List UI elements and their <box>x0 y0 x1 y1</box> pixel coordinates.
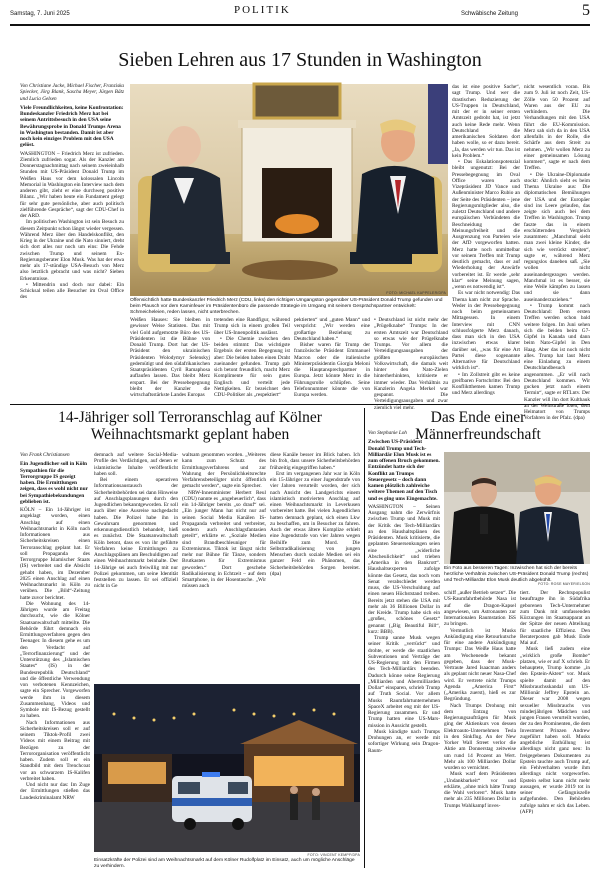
article1-paragraph: pektierten“ und „guten Mann“ und verspricht: „Wir werden eine großartige Beziehung zu Deutschland haben.“ <box>294 317 370 342</box>
article1-paragraph: • Die Ukraine-Diplomatie stockt: Ähnlich sieht es beim Thema Ukraine aus: Die diplomatischen Bemühungen der USA und der Europäer sind ins Leere gelaufen, das zeigte sich auch bei dem Treffen in Washington. Trump faszte das in einem erschütternden Vergleich zusammen: „Manchmal sieht man zwei kleine Kinder, die sich wie verrückt streiten“, sagte er, während Merz regungslos daneben saß. „Sie wollen nicht auseinandergezogen werden. Manchmal ist es besser, sie eine Weile kämpfen zu lassen und sie dann auseinanderzuziehen.“ <box>524 171 590 303</box>
article1-paragraph: • Trump kommt nach Deutschland: Dem ersten Treffen werden schon bald weitere folgen. Im Juni sehen sich die beiden beim G7-Gipfel in Kanada und dann beim Nato-Gipfel in Den Haag. Aber das ist noch nicht alles. Trump hat laut Merz eine Einladung zu einem Deutschlandbesuch angenommen. „Er will nach Deutschland kommen. Wir gucken jetzt nach einem Termin“, sagte er RTLntv. Der Kanzler will ihn dort Kulthauk an der Weinstraße loten, dem Heimatort von Trumps Vorfahren in der Pfalz. (dpa) <box>524 302 590 422</box>
article2-paragraph: KÖLN – Ein 14-Jähriger ist angeklagt worden, einen Anschlag auf einen Weihnachtsmarkt in Köln nach Informationen aus Sicherheitskreisen einen Terroranschlag geplant hat. Er soll Propaganda des Terrorgruppe Islamischer Staats (IS) verbreitet und die Absicht gehabt haben, im Dezember 2025 einen Anschlag auf einen Weihnachtsmarkt in Köln zu verüben. Die „Bild“-Zeitung hatte zuvor berichtet. <box>20 507 90 601</box>
article2-paragraph: Und nicht nur das: Im Zuge der Ermittlungen stießen das Landeskriminalamt NRW <box>20 782 90 801</box>
christmas-market-photo <box>94 684 360 852</box>
article3-photo-caption: Ein Foto aus besseren Tagen: Inzwischen hat sich der bereits herzliche Verhältnis zwischen US-Präsident Donald Trump (rechts) und Tech-Milliardär Elon Musk deutlich abgekühlt. <box>444 566 589 583</box>
article1-paragraph: • Das Eskalationspotenzial bleibt ungenutzt: Bei der Pressebegegnung im Oval Office waren auch Vizepräsident JD Vance und Außenminister Marco Rubio an der Seite des Präsidenten – jene Regierungsmitglieder also, die zuletzt Deutschland und andere europäischen Verbündeten die Beschneidung der Meinungsfreiheit und die Ausgrenzung von Parteien wie der AfD vorgeworfen hatten. Merz hatte noch unmittelbar vor seinem Treffen mit Trump deutlich gemacht, dass er auf Wiederholung der Anwürfe vorbereitet ist. Er werde „sehr klar“ seine Meinung sagen, „wenn es notwendig ist“. <box>452 159 520 290</box>
page-header <box>10 4 590 22</box>
article1-headline: Sieben Lehren aus 17 Stunden in Washington <box>118 49 482 71</box>
page-number: 5 <box>582 2 590 19</box>
article1-paragraph: nicht wesentlich voran. Bis zum 9. Juli ist noch Zeit, US-Zölle von 50 Prozent auf Waren aus der EU zu verhindern. Die Verhandlungen mit den USA führt die EU-Kommission. Merz sah sich da in den USA allenfalls in der Rolle, die Schärfe aus dem Streit zu nehmen. „Wir wollen Merz zu einer gemeinsamen Lösung kommen“, sagte er nach dem Treffen. <box>524 84 590 172</box>
article1-paragraph: • Deutschland ist nicht mehr der „Prügelknabe“ Trumps: In der ersten Amtszeit war Deutschland so etwas wie der Prügelknabe Trumps. Vor allem die Verteidigungsausgaben der größten europäischen Volkswirtschaft, die damals weit hinter den Nato-Zielen hinterherhinkten, kritisierte er immer wieder. Das Verhältnis zu Kanzlerin Angela Merkel war gespannt. Die Verteidigungsausgaben und zwar ziemlich viel mehr. <box>374 317 448 411</box>
article1-paragraph: Es war nicht notwendig: Das Thema kam nicht zur Sprache. Weder in der Pressebegegnung noch beim gemeinsamen Mittagessen. In einem Interview mit CNN schlussfolgerte Merz danach, dass man sich in den USA inzwischen etwas klarer darüber sei, „was für eine Art Partei diese sogenannte Alternative für Deutschland wirklich ist“. <box>452 290 520 372</box>
article3-paragraph: WASHINGTON – Seinen Ausgang nahm die Zerwürfnis zwischen Trump und Musk mit der Kritik des Tech-Milliardärs an den Haushaltsplänen des Präsidenten. Musk kritisierte, die geplanten Steuersenkungen seien eine „widerliche Abscheulichkeit“ und trieben „Amerika in den Bankrott“. Haushaltsexperten zufolge könnte das Gesetz, das noch vom Senat verabschiedet werden muss, die US-Verschuldung auf einen neuen Höchststand treiben. Bereits jetzt stehen die USA mit mehr als 36 Billionen Dollar in der Kreide. Trump habe sich ein „großes, schönes Gesetz“ genannt („Big Beautiful Bill“, kurz: BBB). <box>368 503 440 635</box>
article2-paragraph: diese Kanäle besser im Blick haben. Ich bin froh, dass unsere Sicherheitsbehörden frühzeitig eingegriffen haben.“ <box>270 452 360 471</box>
article2-column-4 <box>270 452 360 680</box>
article1-paragraph: • Im Zollstreit gibt es keine greifbaren Fortschritte: Bei den Konfliktthemen kamen Trump und Merz allerdings <box>452 371 520 397</box>
article1-column-2 <box>130 317 210 399</box>
trump-musk-image <box>444 452 590 564</box>
article1-paragraph: Im politischen Washington ist sein Besuch zu diesem Zeitpunkt schon längst wieder vergessen. Während Merz über den Handelskonflikt, den Krieg in der Ukraine und die Nato sinniert, dreht sich dort alles nur noch um eins: Die Fehde zwischen Trump und seinem Ex-Regierungsberater Elon Musk. Was hat der etwa mehr als 17-stündige USA-Besuch von Merz also letztlich gebracht und was nicht? Sieben Erkenntnisse. <box>20 219 124 282</box>
article2-paragraph: Die Wohnung des 14-Jährigen wurde am Freitag durchsucht, wie die Kölner Staatsanwaltschaft mitteilte. Die Behörde führt demnach ein Ermittlungsverfahren gegen den Teenager. In diesem gehe es um den Verdacht auf „Terrorfinanzierung“ und der Unterstützung des „Islamischen Staates“ (IS) in der Bundesrepublik Deutschland“ und die öffentliche Verwendung von verbotenen Kennzeichen, sagte ein Sprecher. Vorgeworfen werde ihm in diesem Zusammenhang, Videos und Symbole mit IS-Bezug gestellt zu haben. <box>20 600 90 720</box>
article2-column-3 <box>182 452 266 680</box>
article1-intro-column <box>20 83 124 398</box>
merz-trump-photo <box>130 84 448 296</box>
article2-paragraph: Erst im vergangenen Jahr war in Köln ein 15-Jähriger zu einer Jugendstrafe von vier Jahren verurteilt worden, der sich nach Ansicht des Landgerichts einem islamistisch motivierten Anschlag auf einen Weihnachtsmarkt in Leverkusen vorbereitet hatte. Bei vielen Jugendlichen hatten demnach geplant, sich einen Lkw zu beschaffen, um in Besucher zu fahren. Auch der etwas ältere Komplize erhielt eine Jugendstrafe von vier Jahren wegen Beihilfe zum Mord. Die Selbstradikalisierung von jungen Menschen durch soziale Medien sei ein ganzer Feld ein Phänomen, das Sicherheitsbehörden Sorgen bereitet. (dpa) <box>270 470 360 577</box>
article2-headline: 14-Jähriger soll Terroranschlag auf Kölner Weihnachtsmarkt geplant haben <box>58 409 322 443</box>
column-divider <box>364 408 365 868</box>
article1-photo-credit: FOTO: MICHAEL KAPPELER/DPA <box>386 291 446 295</box>
trump-musk-photo <box>444 452 590 564</box>
article1-byline: Von Christiane Jacke, Michael Fischer, Franziska Spiecker, Jörg Blank, Sascha Meyer, Jürgen Bätz und Lucia Gelsen <box>20 83 124 102</box>
article2-photo-credit: FOTO: VINCENT KEMPF/DPA <box>307 853 360 857</box>
article2-paragraph: NRW-Innenminister Herbert Reul (CDU) nannte es „ungeheuerlich“, dass ein 14-Jähriger bereits „so drauf“ sei. „Ein junger Mann hat nicht nur auf seinen Social Media Kanälen IS-Propaganda verbreitet und verbreitet, sondern auch Anschlagsfantasien geteilt“, erklärte er. „Soziale Medien sind Brandbeschleuniger für Extremismus. Tiktok ist längst nicht mehr nur Bühne für Tänze, sondern Brutkasten für Extremismus geworden.“ Dort geschehe Radikalisierung in Echtzeit – auf dem Smartphone, in der Hosentasche. „Wir müssen auch <box>182 489 266 590</box>
article1-paragraph: Weißen Hauses: Sie bleiben in gewisser Weise Statisten. Das mit viel Gold aufgemotzte Büro des US-Präsidenten ist die Bühne von Donald Trump. Dort hat der US-Präsident den ukrainischen Präsidenten Wolodymyr Selenskyj gedemütigt und den südafrikanischen Staatspräsidenten Cyril Ramaphosa auflaufen lassen. Das bleibt Merz erspart. Bei der Pressebegegnung bleibt der Kanzler die wirtschaftsstärkste Landes Europas <box>130 317 210 398</box>
article1-column-3 <box>214 317 290 399</box>
article2-column-1 <box>20 452 90 868</box>
article2-paragraph: demnach auf weitere Social-Media-Profile des Verdächtigen, auf denen er islamistische Inhalte veröffentlicht haben soll. <box>94 452 178 477</box>
article3-paragraph: Musk warf dem Präsidenten „Undankbarkeit“ vor und erklärte, „ohne mich hätte Trump die Wahl verloren“. Musk hatte mehr als 235 Millionen Dollar in Trumps Wahlkampf inves- <box>444 771 516 809</box>
article3-byline: Von Stephanie Loh <box>368 430 407 436</box>
article1-photo-caption: Offensichtlich hatte Bundeskanzler Friedrich Merz (CDU, links) den richtigen Umgangston gegenüber US-Präsident Donald Trump gefunden und beim Plausch vor dem Kaminfeuer im Präsidentenbüro die passende Strategie im Umgang mit seinem Gesprächspartner entwickelt: Schmeicheleien, reden lassen, nicht unterbrechen. <box>130 298 443 315</box>
article3-column-1 <box>368 430 440 868</box>
article2-column-2 <box>94 452 178 680</box>
article1-paragraph: tretenden eine Randfigur, während Trump sich in einem großen Teil über US-Innenpolitik auslässt. <box>214 317 290 336</box>
article1-paragraph: Bisher waren für Trump der französische Präsident Emmanuel Macron oder die italienische Ministerpräsidentin Giorgia Meloni die Hauptansprechpartner in Europa. Jetzt könnte Merz in die Führungsrolle schlüpfen. Seine Telefonnummer könnte die von Europa werden. <box>294 342 370 398</box>
article1-paragraph: das ist eine positive Sache“, sagt Trump. Und wer die drastischen Reduzierung der US-Truppen in Deutschland, mit der er in seiner ersten Amtszeit gedroht hat, ist jetzt auch keine Rede mehr. Wenn Deutschland die amerikanischen Soldaten dort haben wolle, so er dazu bereit. „Ja, das werden wir tun. Das ist kein Problem.“ <box>452 84 520 159</box>
article3-paragraph: Trump sanne Musk wegen seiner Kritik „verrückt“ und drohte, er werde die staatlichen Subventionen und Verträge der US-Regierung mit den Firmen des Tech-Milliardärs beenden. Dadurch könne seine Regierung „Milliarden und Abermilliarden Dollar“ einsparen, schrieb Trump auf Truth Social. Vor allem Musks Raumfahrtunternehmen SpaceX arbeitet eng mit der US-Regierung zusammen. Er und Trump hatten eine US-Mars-mission in Aussicht gestellt. <box>368 635 440 729</box>
article3-headline: Das Ende einer Männerfreundschaft <box>415 409 541 443</box>
article3-paragraph: tiert. Der Rechtspopulist beauftragte ihn in Südafrika geborenen Tech-Unternehmer zum Dank mit umfassenden Kürzungen im Staatsapparat an der Spitze der neuen Abteilung für staatliche Effizienz. Den Beraterposten gab Musk Ende Mai auf. <box>520 590 590 646</box>
article1-paragraph: • Die Chemie zwischen den beiden stimmt: Das wichtigste Ergebnis der ersten Begegnung ist aber: Die beiden haben einen Draht zueinander gefunden. Trump gab sich betont freundlich, macht Merz Komplimente für sein gutes Englisch und verteilt jede Nettigkeiten. Er bezeichnet den CDU-Politiker als „respektiert“ <box>214 335 290 398</box>
article1-paragraph: WASHINGTON – Friedrich Merz ist zufrieden. Ziemlich zufrieden sogar. Als der Kanzler am Donnerstagnachmittag nach seinem zweieinhalb Stunden mit US-Präsident Donald Trump im Weißen Haus vor dem kolossalen Lincoln Memorial in Washington ein Interview nach dem anderen gibt, zieht er eine durchweg positive Bilanz. „Wir haben heute ein Fundament gelegt für sehr gute persönliche, aber auch politisch zielführende Gespräche“, sagt der CDU-Chef in der ARD. <box>20 150 124 219</box>
article1-column-4 <box>294 317 370 399</box>
article3-paragraph: Musk ließ zudem eine „wirklich große Bombe“ platzen, wie er auf X schrieb. Er behauptete, Trump komme „in den Epstein-Akten“ vor. Musk spielte damit auf den Missbrauchsskandal um US-Millionär Jeffrey Epstein an. Dieser war 2008 wegen sexueller Missbrauchs von minderjährigen Mädchen und jungen Frauen verurteilt worden, der zu den Prominenten, die dem Investment Prinzen Andrew zugeführt haben soll. Musks angebliche Enthüllung ist allerdings nicht ganz neu: In freigegebenen Dokumenten zu Epstein tauchte auch Trump auf, ein Fehlverhalten wurde ihm allerdings nicht vorgeworfen. Epstein selbst kann nicht mehr aussagen, er wurde 2019 tot in seiner Gefängniszelle aufgefunden. Den Behörden zufolge nahm er sich das Leben. (AFP) <box>520 646 591 815</box>
section-title: POLITIK <box>234 4 291 16</box>
article1-column-6 <box>452 84 520 399</box>
article3-column-2 <box>444 590 516 868</box>
article2-byline: Von Frank Christiansen <box>20 452 70 458</box>
article3-photo-credit: FOTO: ROSE MAYER/ELSON <box>538 582 590 586</box>
article3-paragraph: Vermutlich ist Musks Ankündigung eine Retourkutsche für eine andere Ankündigung Trumps: Das Weiße Haus hatte am Wochenende bekannt gegeben, dass der Musk-Vertraute Jared Isaacman anders als geplant nicht neuer Nasa-Chef wird. Er vertrete nicht Trumps Agenda „America First“ („Amerika zuerst), hieß es zur Begründung. <box>444 627 516 703</box>
article2-paragraph: Bei einem operativen Informationsaustausch der Sicherheitsbehörden sei dann Hinweise auf Anschlagsplanungen durch den Jugendlichen bekanntgeworden. Er soll auch über eine Ausreise nachgedacht haben. Die Polizei habe ihn in Gewahrsam genommen und erkennungsdienstlich behandelt, hieß es zunächst. Die Staatsanwaltschaft Köln betont, dass es von ihr geführte Verfahren keine Ermittlungen zu Anschlagsplänen am Beschuldigten auf einen Weihnachtsmarkt beinhalte. Der 14-Jährige sei auch freiwillig mit nur Polizei gekommen, um seine Identität feststellen zu lassen. Er sei offiziell nicht in Ge <box>94 477 178 590</box>
article3-column-3 <box>520 590 590 868</box>
christmas-market-image <box>94 684 360 852</box>
article1-lead: Viele Freundlichkeiten, keine Konfrontation: Bundeskanzler Friedrich Merz hat bei seinem Antrittsbesuch in den USA seine Bewährungsprobe in Donald Trumps Arena in Washington bestanden. Damit ist aber noch kein einziges Problem mit den USA gelöst. <box>20 104 124 149</box>
article-divider <box>10 404 590 405</box>
article1-column-5 <box>374 317 448 411</box>
article2-lead: Ein Jugendlicher soll in Köln Sympathien für die Terrorgruppe IS gezeigt haben. Die Ermittlungen zeigen, dass es wohl nicht nur bei Sympathiebekundungen geblieben ist. <box>20 461 88 505</box>
article2-paragraph: Nach Informationen aus Sicherheitskreisen soll er auf seinem Tiktok-Profil zwei Videos mit einem Beitrag mit Bezügen zu der Terrororganisation veröffentlicht haben. Zudem soll er ein Standbild mit dem Trenchcoat vor an schwarzem IS-Kalifen verbreitet haben. <box>20 719 90 782</box>
article3-paragraph: Nach Trumps Drohung mit dem Entzug von Regierungsaufträgen für Musk ging der Aktienkurs von dessen Elektroauto-Unternehmen Tesla in den Sinkflug. An der New Yorker Wall Street verlor die Aktie am Donnerstag zeitweise um rund 14 Prozent an Wert. Mehr als 100 Milliarden Dollar wurden so vernichtet. <box>444 702 516 771</box>
article2-photo-caption: Einsatzkräfte der Polizei sind am Weihnachtsmarkt auf dem Kölner Rudolfplatz im Einsatz, auch um mögliche Anschläge zu verhindern. <box>94 858 355 869</box>
article2-paragraph: waltsam genommen worden. „Weiteres kann zum Schutz des Ermittlungsverfahrens und zur Wahrung der Persönlichkeitsrechte Verfahrensbeteiligter nicht öffentlich gemacht werden“, sagte ein Sprecher. <box>182 452 266 490</box>
article3-paragraph: schiff „außer Betrieb setzen“. Die US-Raumfahrtbehörde Nasa ist auf die Dragon-Kapsel angewiesen, um Astronauten zur Internationalen Raumstation ISS zu bringen. <box>444 590 516 628</box>
newspaper-name: Schwäbische Zeitung <box>460 11 518 17</box>
header-rule <box>10 24 590 26</box>
issue-date: Samstag, 7. Juni 2025 <box>10 11 70 17</box>
article1-paragraph: • Mittendrin und doch nur dabei: Ein Schicksal teilen alle Besucher im Oval Office des <box>20 281 124 301</box>
article1-column-7 <box>524 84 590 422</box>
article3-paragraph: Musk kündigte nach Trumps Drohungen an, er werde mit sofortiger Wirkung sein Dragon-Raum- <box>368 728 440 754</box>
oval-office-image <box>130 84 448 296</box>
article3-lead: Zwischen US-Präsident Donald Trump und Tech-Milliardär Elon Musk ist es zum offenen Bruch gekommen. Entzündet hatte sich der Konflikt an Trumps Steuergesetz – doch dann kamen plötzlich zahlreiche weitere Themen auf den Tisch und es ging ums Eingemachte. <box>368 439 440 502</box>
